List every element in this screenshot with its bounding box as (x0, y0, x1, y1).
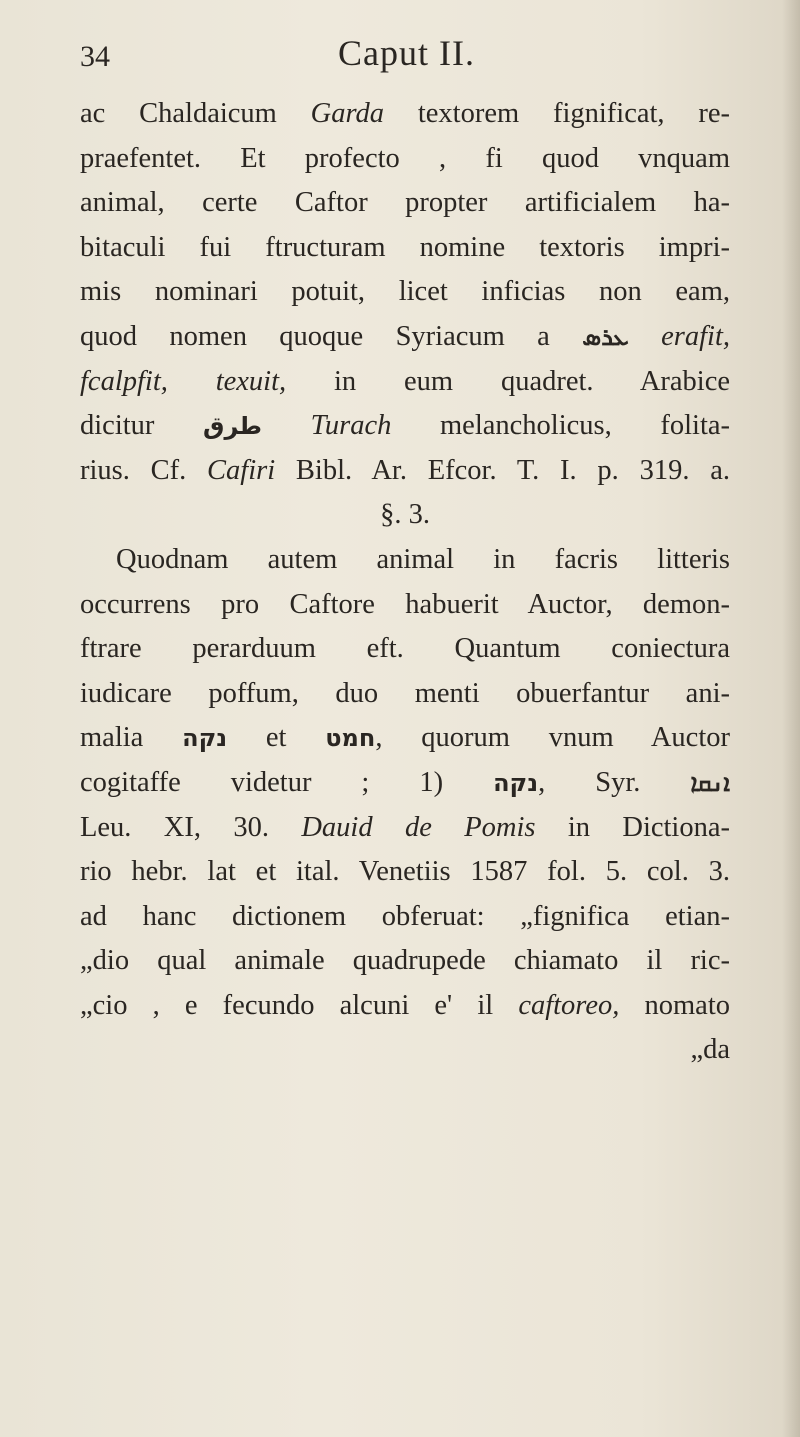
text-segment: rius. Cf. (80, 454, 208, 486)
text-segment: ftrare perarduum eft. Quantum coniectura (80, 633, 730, 665)
text-line (80, 850, 730, 895)
italic-text: caftoreo, (518, 989, 620, 1021)
foreign-script-word: חמט (325, 724, 376, 753)
text-line (80, 137, 730, 182)
text-line (80, 1028, 730, 1073)
italic-text: Dauid de Pomis (301, 811, 536, 843)
text-line (80, 181, 730, 226)
text-segment: cogitaffe videtur ; 1) (80, 766, 494, 798)
text-line (80, 895, 730, 940)
text-segment: bitaculi fui ftructuram nomine textoris impri- (80, 231, 730, 263)
italic-text: Turach (310, 410, 392, 442)
text-segment: §. 3. (380, 499, 430, 531)
text-segment: praefentet. Et profecto , fi quod vnquam (80, 142, 730, 174)
text-line (80, 92, 730, 137)
text-segment: et (227, 722, 326, 754)
running-head: Caput II. (338, 33, 475, 73)
text-segment: Leu. XI, 30. (80, 811, 302, 843)
page-edge-shadow (782, 0, 800, 1437)
text-line (80, 404, 730, 449)
text-segment: mis nominari potuit, licet inficias non eam, (80, 276, 730, 308)
italic-text: erafit, (628, 320, 730, 352)
text-line (80, 538, 730, 583)
text-line (80, 716, 730, 761)
page-number: 34 (80, 40, 110, 73)
text-segment: iudicare poffum, duo menti obuerfantur ani- (80, 677, 730, 709)
italic-text: Cafiri (207, 454, 276, 486)
text-segment: quod nomen quoque Syriacum a (80, 320, 583, 352)
body-text (80, 92, 730, 1073)
text-segment: „cio , e fecundo alcuni e' il (80, 989, 519, 1021)
text-line (80, 806, 730, 851)
text-line (80, 270, 730, 315)
foreign-script-word: ܐܢܩܐ (690, 768, 730, 797)
text-line (80, 226, 730, 271)
foreign-script-word: ܥܪܣ (582, 322, 629, 351)
text-segment: ac Chaldaicum (80, 98, 311, 129)
text-line (80, 583, 730, 628)
text-segment: occurrens pro Caftore habuerit Auctor, demon- (80, 588, 730, 620)
italic-text: fcalpfit, texuit, (80, 365, 287, 397)
text-line (80, 360, 730, 405)
text-segment: in Dictiona- (535, 811, 730, 843)
text-segment: in eum quadret. Arabice (286, 365, 730, 397)
text-segment (262, 410, 311, 441)
text-segment: „da (690, 1034, 730, 1066)
text-line (80, 939, 730, 984)
text-segment: , quorum vnum Auctor (375, 722, 730, 754)
text-segment: „dio qual animale quadrupede chiamato il ric- (80, 945, 730, 977)
text-segment: Bibl. Ar. Efcor. T. I. p. 319. a. (275, 454, 730, 486)
text-segment: , Syr. (538, 766, 691, 798)
text-segment: textorem fignificat, re- (384, 98, 730, 129)
text-line (80, 984, 730, 1029)
text-segment: rio hebr. lat et ital. Venetiis 1587 fol. 5. col. 3. (80, 856, 730, 888)
foreign-script-word: נקה (493, 768, 539, 797)
section-heading (80, 493, 730, 538)
text-segment: dicitur (80, 410, 204, 442)
text-segment: animal, certe Caftor propter artificialem ha- (80, 187, 730, 219)
text-line (80, 627, 730, 672)
text-line (80, 315, 730, 360)
text-line (80, 761, 730, 806)
text-segment: nomato (619, 989, 730, 1021)
text-line (80, 449, 730, 494)
text-segment: Quodnam autem animal in facris litteris (116, 543, 730, 575)
italic-text: Garda (310, 98, 385, 129)
text-segment: malia (80, 722, 183, 754)
text-segment: ad hanc dictionem obferuat: „fignifica etian- (80, 900, 730, 932)
foreign-script-word: נקה (182, 724, 228, 753)
page-header (80, 28, 720, 78)
foreign-script-word: طرق (203, 412, 263, 441)
text-segment: melancholicus, folita- (391, 410, 730, 442)
text-line (80, 672, 730, 717)
